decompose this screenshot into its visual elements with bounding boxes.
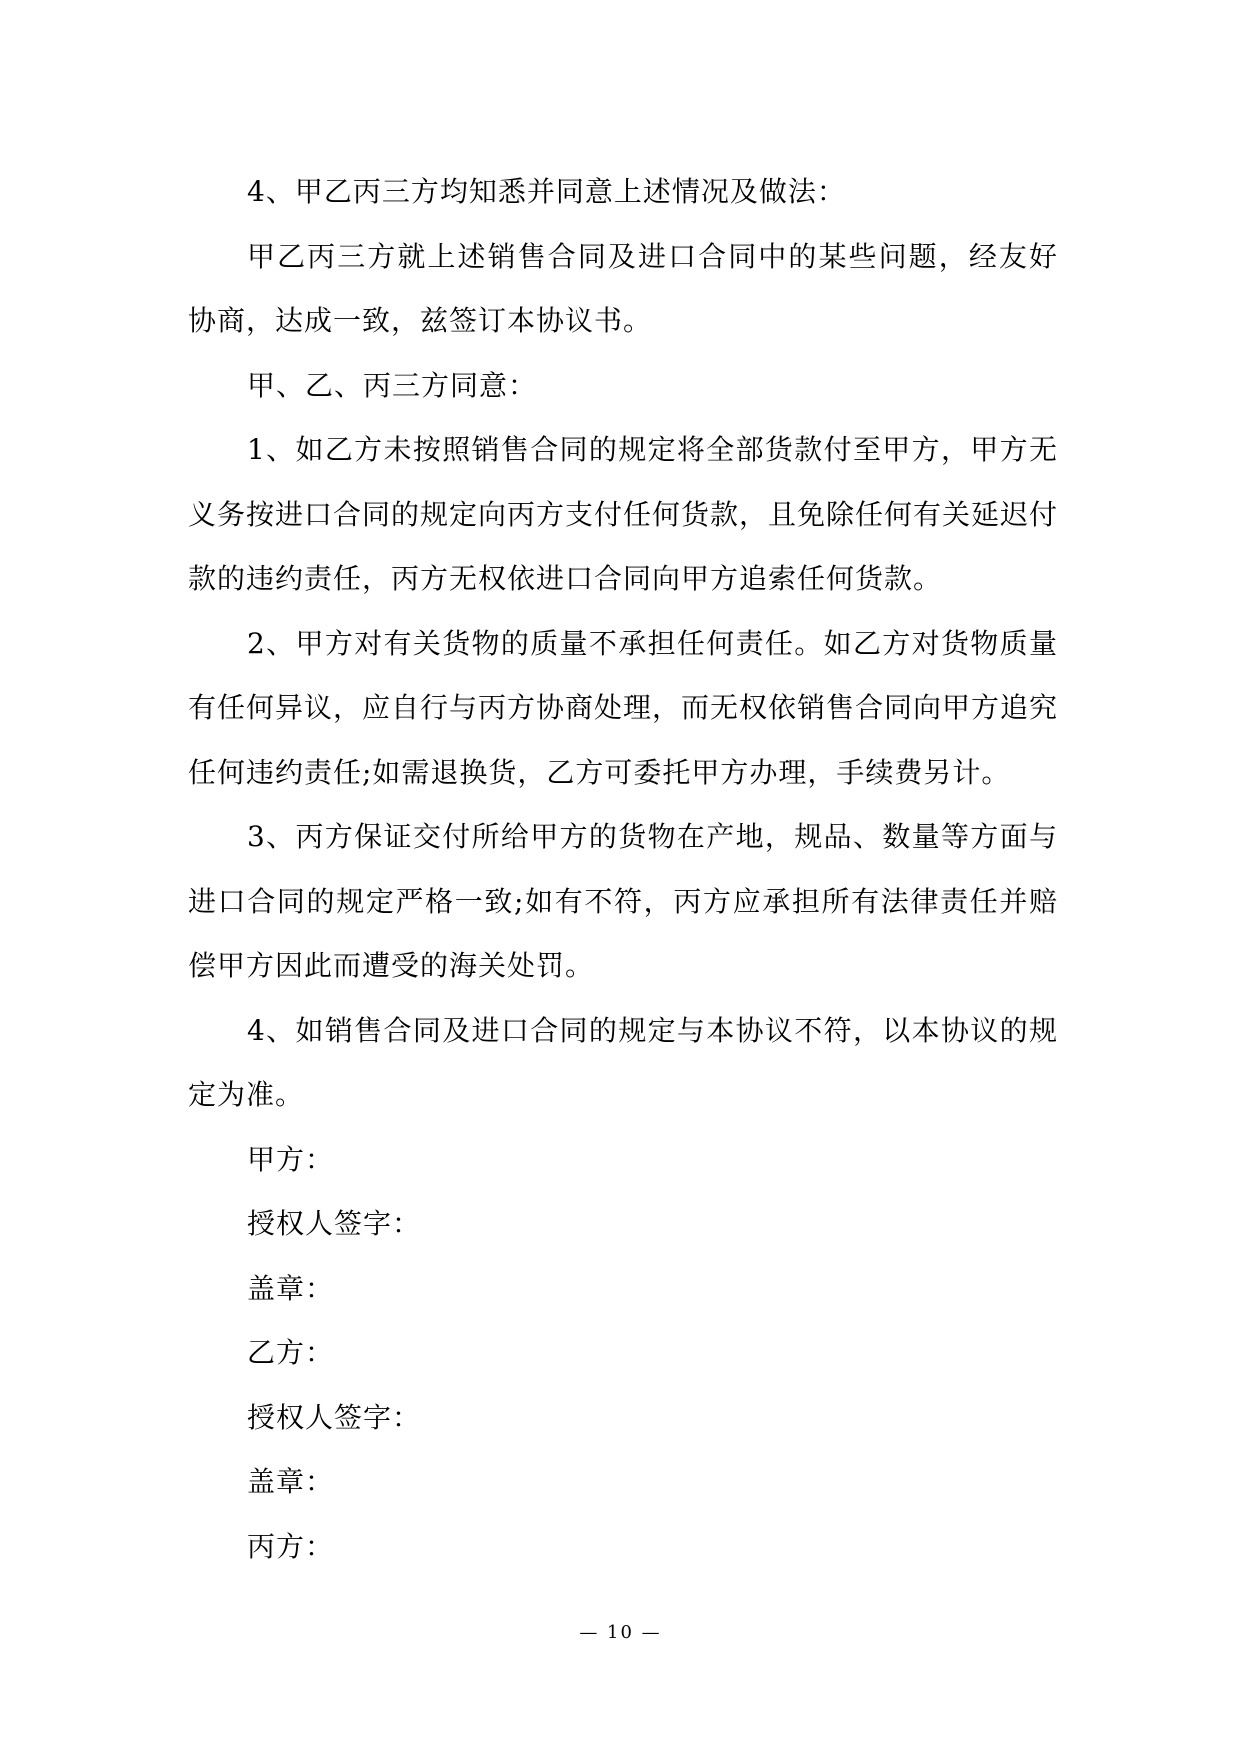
paragraph-term-4: 4、如销售合同及进口合同的规定与本协议不符，以本协议的规定为准。 — [188, 1013, 1058, 1111]
signature-party-b-authorized: 授权人签字： — [247, 1400, 422, 1434]
paragraph-term-1: 1、如乙方未按照销售合同的规定将全部货款付至甲方，甲方无义务按进口合同的规定向丙方支付任何货款，且免除任何有关延迟付款的违约责任，丙方无权依进口合同向甲方追索任何货款。 — [188, 433, 1059, 595]
paragraph-agreement-clause-4: 4、甲乙丙三方均知悉并同意上述情况及做法： — [247, 175, 846, 208]
signature-party-b: 乙方： — [247, 1336, 335, 1369]
signature-party-a-authorized: 授权人签字： — [247, 1207, 422, 1240]
paragraph-parties-agree: 甲、乙、丙三方同意： — [247, 368, 538, 402]
signature-party-a: 甲方： — [247, 1142, 335, 1176]
paragraph-term-3: 3、丙方保证交付所给甲方的货物在产地，规品、数量等方面与进口合同的规定严格一致;如有不符，丙方应承担所有法律责任并赔偿甲方因此而遭受的海关处罚。 — [188, 820, 1058, 982]
paragraph-term-2: 2、甲方对有关货物的质量不承担任何责任。如乙方对货物质量有任何异议，应自行与丙方协商处理，而无权依销售合同向甲方追究任何违约责任;如需退换货，乙方可委托甲方办理，手续费另计。 — [188, 626, 1059, 789]
signature-party-b-seal: 盖章： — [247, 1465, 335, 1498]
page-number: — 10 — — [579, 1622, 662, 1643]
signature-party-c: 丙方： — [247, 1529, 335, 1563]
signature-party-a-seal: 盖章： — [247, 1271, 335, 1305]
document-body — [188, 160, 1058, 1579]
paragraph-intro: 甲乙丙三方就上述销售合同及进口合同中的某些问题，经友好协商，达成一致，兹签订本协议书。 — [188, 239, 1058, 337]
